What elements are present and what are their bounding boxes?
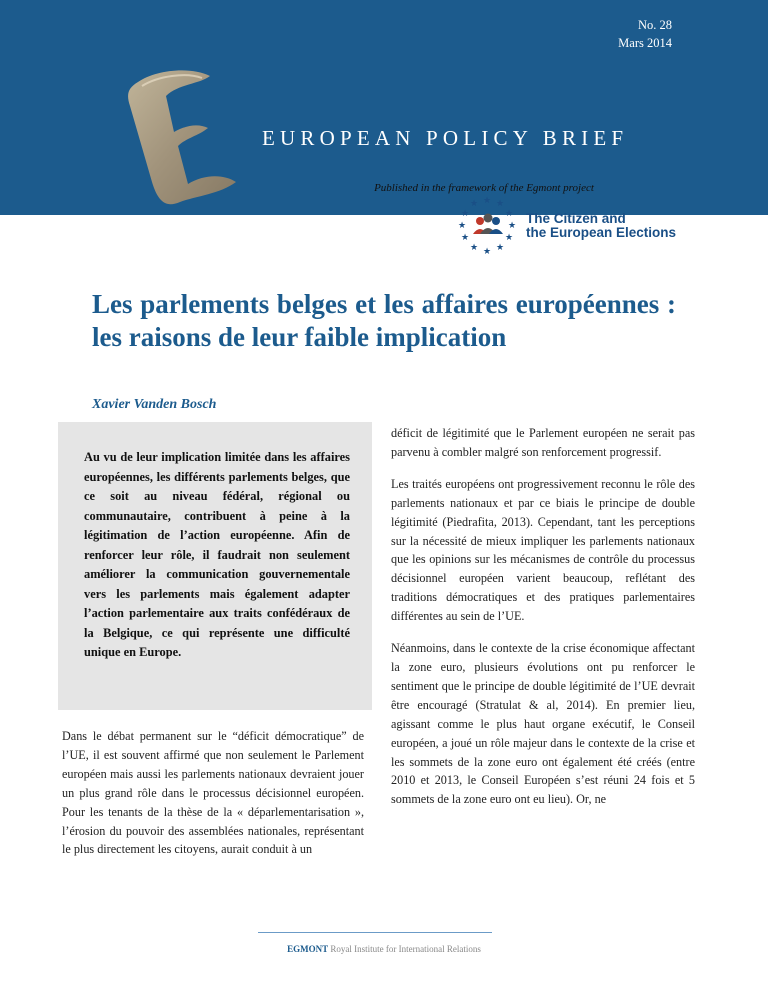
project-name-line1: The Citizen and <box>526 211 626 226</box>
brand-title: EUROPEAN POLICY BRIEF <box>262 126 629 150</box>
published-framework: Published in the framework of the Egmont project <box>374 182 594 194</box>
body-left-column <box>62 727 364 872</box>
svg-text:★: ★ <box>495 198 505 208</box>
footer-org: EGMONT <box>287 944 329 954</box>
body-paragraph: Dans le débat permanent sur le “déficit démocratique” de l’UE, il est souvent affirmé que non seulement le Parlement européen mais aussi les parlements nationaux devraient jouer un plus grand rôle dans le processus décisionnel européen. Pour les tenants de la thèse de la « déparlementarisation », l’érosion du pouvoir des assemblées nationales, représentant le plus directement les citoyens, aurait conduit à un <box>62 729 364 857</box>
issue-info <box>618 16 672 52</box>
svg-text:★: ★ <box>482 246 492 256</box>
svg-text:★: ★ <box>504 232 514 242</box>
body-paragraph: déficit de légitimité que le Parlement européen ne serait pas parvenu à combler malgré son renforcement progressif. <box>391 426 695 459</box>
article-author: Xavier Vanden Bosch <box>92 397 217 412</box>
project-logo <box>454 194 714 256</box>
footer-org-full: Royal Institute for International Relations <box>330 944 481 954</box>
svg-text:★: ★ <box>469 198 479 208</box>
footer-divider <box>258 932 492 933</box>
svg-text:★: ★ <box>495 242 505 252</box>
body-right-column <box>391 424 695 822</box>
body-paragraph: Néanmoins, dans le contexte de la crise économique affectant la zone euro, plusieurs évolutions ont pu renforcer le sentiment que le principe de double légitimité de l’UE devrait être encouragé (Stratulat & al, 2014). En premier lieu, agissant comme le plus haut organe exécutif, le Conseil européen, a joué un rôle majeur dans le contexte de la crise et les sommets de la zone euro ont également été créés (entre 2010 et 2013, le Conseil Européen s’est réuni 24 fois et 5 sommets de la zone euro ont eu lieu). Or, ne <box>391 641 695 807</box>
svg-text:★: ★ <box>460 208 470 218</box>
summary-text: Au vu de leur implication limitée dans les affaires européennes, les différents parlements belges, que ce soit au niveau fédéral, régional ou communautaire, contribuent à peine à la légitimation de l’action européenne. Afin de renforcer leur rôle, il faudrait non seulement améliorer la communication gouvernementale vers les parlements mais également adapter l’action parlementaire aux traits confédéraux de la Belgique, ce qui représente une difficulté unique en Europe. <box>84 450 350 659</box>
svg-text:★: ★ <box>460 232 470 242</box>
issue-number: No. 28 <box>637 18 672 32</box>
project-name-line2: the European Elections <box>526 225 677 240</box>
project-name <box>526 212 676 240</box>
issue-date: Mars 2014 <box>618 36 672 50</box>
stylized-e-logo-icon <box>100 62 250 292</box>
svg-text:★: ★ <box>507 220 517 230</box>
eu-stars-people-icon <box>454 194 524 256</box>
svg-text:★: ★ <box>457 220 467 230</box>
article-title: Les parlements belges et les affaires européennes : les raisons de leur faible implication <box>92 289 676 352</box>
svg-text:★: ★ <box>469 242 479 252</box>
footer <box>0 944 768 954</box>
body-paragraph: Les traités européens ont progressivement reconnu le rôle des parlements nationaux et par ce biais le principe de double légitimité (Piedrafita, 2013). Cependant, tant les perceptions sur la nécessité de mieux impliquer les parlements nationaux que les opinions sur les mécanismes de contrôle du processus décisionnel européen varient beaucoup, reflétant des traditions démocratiques et des pratiques parlementaires différentes au sein de l’UE. <box>391 476 695 624</box>
svg-text:★: ★ <box>482 195 492 205</box>
summary-box <box>58 422 372 710</box>
svg-text:★: ★ <box>504 208 514 218</box>
